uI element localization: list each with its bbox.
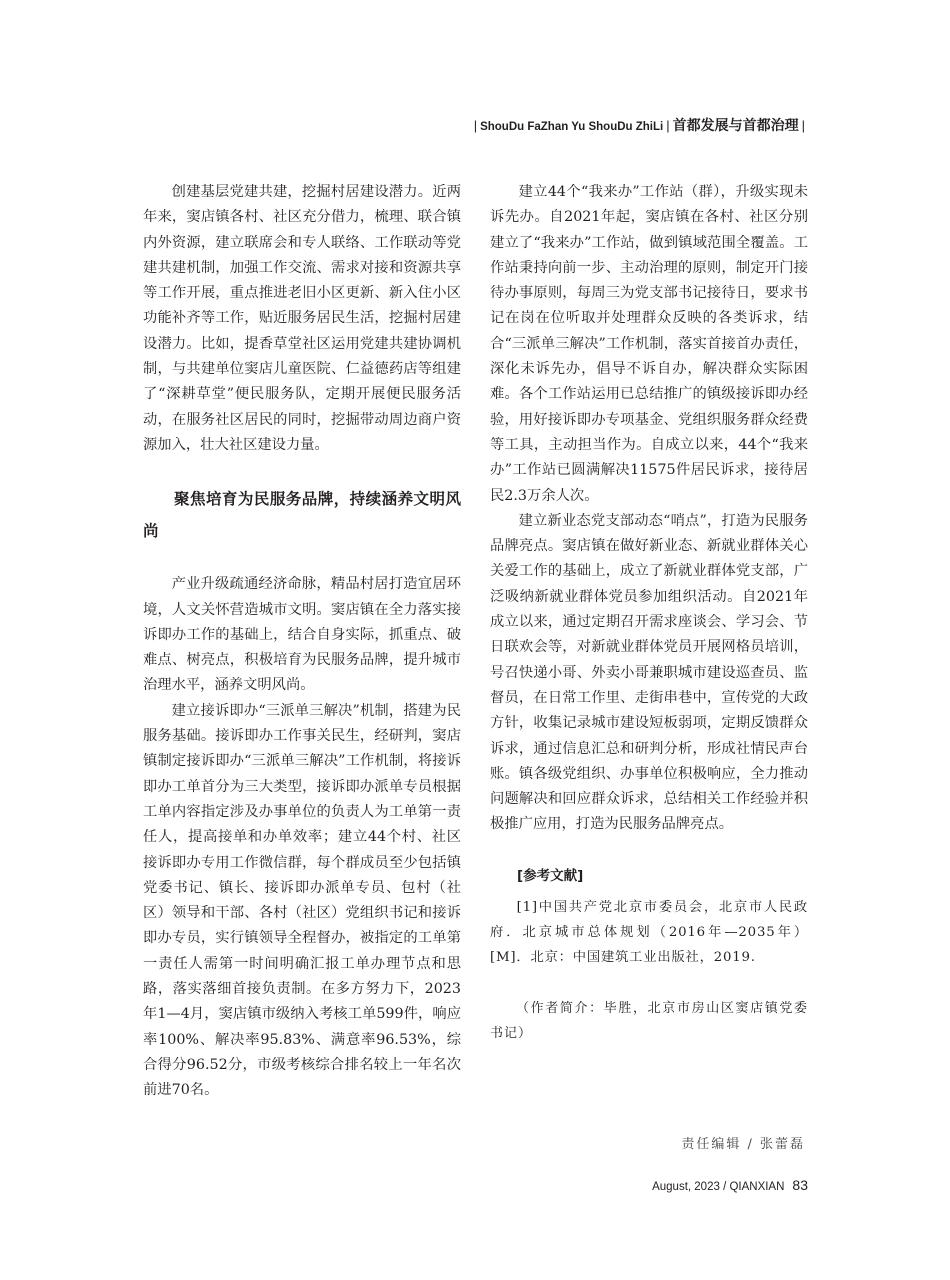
- running-header: | ShouDu FaZhan Yu ShouDu ZhiLi | 首都发展与首都治理 |: [473, 118, 805, 134]
- page-footer: [652, 1177, 808, 1193]
- running-header-title: 首都发展与首都治理: [672, 118, 799, 134]
- responsible-editor: 责任编辑 / 张蕾磊: [681, 1137, 805, 1152]
- running-header-latin: ShouDu FaZhan Yu ShouDu ZhiLi: [480, 121, 664, 133]
- section-heading: 聚焦培育为民服务品牌，持续涵养文明风尚: [143, 490, 461, 541]
- right-column: [490, 180, 808, 1046]
- right-paragraph-1: 建立44个“我来办”工作站（群），升级实现未诉先办。自2021年起，窦店镇在各村、社区分别建立了“我来办”工作站，做到镇域范围全覆盖。工作站秉持向前一步、主动治理的原则，制定开门接待办事原则，每周三为党支部书记接待日，要求书记在岗在位听取并处理群众反映的各类诉求，结合“三派单三解决”工作机制，落实首接首办责任，深化未诉先办，倡导不诉自办，解决群众实际困难。各个工作站运用已总结推广的镇级接诉即办经验，用好接诉即办专项基金、党组织服务群众经费等工具，主动担当作为。自成立以来，44个“我来办”工作站已圆满解决11575件居民诉求，接待居民2.3万余人次。: [490, 184, 808, 504]
- reference-item: [1]中国共产党北京市委员会，北京市人民政府．北京城市总体规划（2016年—2035年）[M]．北京：中国建筑工业出版社，2019.: [490, 900, 808, 966]
- issue-label: August, 2023 / QIANXIAN: [652, 1181, 785, 1193]
- left-paragraph-2: 产业升级疏通经济命脉，精品村居打造宜居环境，人文关怀营造城市文明。窦店镇在全力落实接诉即办工作的基础上，结合自身实际，抓重点、破难点、树亮点，积极培育为民服务品牌，提升城市治理水平，涵养文明风尚。: [143, 576, 461, 694]
- left-column: [143, 180, 461, 1104]
- references-title: [参考文献]: [517, 867, 584, 884]
- left-paragraph-3: 建立接诉即办“三派单三解决”机制，搭建为民服务基础。接诉即办工作事关民生，经研判，窦店镇制定接诉即办“三派单三解决”工作机制，将接诉即办工单首分为三大类型，接诉即办派单专员根据工单内容指定涉及办事单位的负责人为工单第一责任人，提高接单和办单效率；建立44个村、社区接诉即办专用工作微信群，每个群成员至少包括镇党委书记、镇长、接诉即办派单专员、包村（社区）领导和干部、各村（社区）党组织书记和接诉即办专员，实行镇领导全程督办，被指定的工单第一责任人需第一时间明确汇报工单办理节点和思路，落实落细首接负责制。在多方努力下，2023年1—4月，窦店镇市级纳入考核工单599件，响应率100%、解决率95.83%、满意率96.53%，综合得分96.52分，市级考核综合排名较上一年名次前进70名。: [143, 702, 461, 1099]
- author-bio: （作者简介：毕胜，北京市房山区窦店镇党委书记）: [490, 1001, 808, 1042]
- right-paragraph-2: 建立新业态党支部动态“哨点”，打造为民服务品牌亮点。窦店镇在做好新业态、新就业群体关心关爱工作的基础上，成立了新就业群体党支部，广泛吸纳新就业群体党员参加组织活动。自2021年成立以来，通过定期召开需求座谈会、学习会、节日联欢会等，对新就业群体党员开展网格员培训，号召快递小哥、外卖小哥兼职城市建设巡查员、监督员，在日常工作里、走街串巷中，宣传党的大政方针，收集记录城市建设短板弱项，定期反馈群众诉求，通过信息汇总和研判分析，形成社情民声台账。镇各级党组织、办事单位积极响应，全力推动问题解决和回应群众诉求，总结相关工作经验并积极推广应用，打造为民服务品牌亮点。: [490, 512, 808, 833]
- left-paragraph-1: 创建基层党建共建，挖掘村居建设潜力。近两年来，窦店镇各村、社区充分借力，梳理、联合镇内外资源，建立联席会和专人联络、工作联动等党建共建机制，加强工作交流、需求对接和资源共享等工作开展，重点推进老旧小区更新、新入住小区功能补齐等工作，贴近服务居民生活，挖掘村居建设潜力。比如，提香草堂社区运用党建共建协调机制，与共建单位窦店儿童医院、仁益德药店等组建了“深耕草堂”便民服务队，定期开展便民服务活动，在服务社区居民的同时，挖掘带动周边商户资源加入，壮大社区建设力量。: [143, 184, 461, 453]
- page-number: 83: [792, 1177, 808, 1193]
